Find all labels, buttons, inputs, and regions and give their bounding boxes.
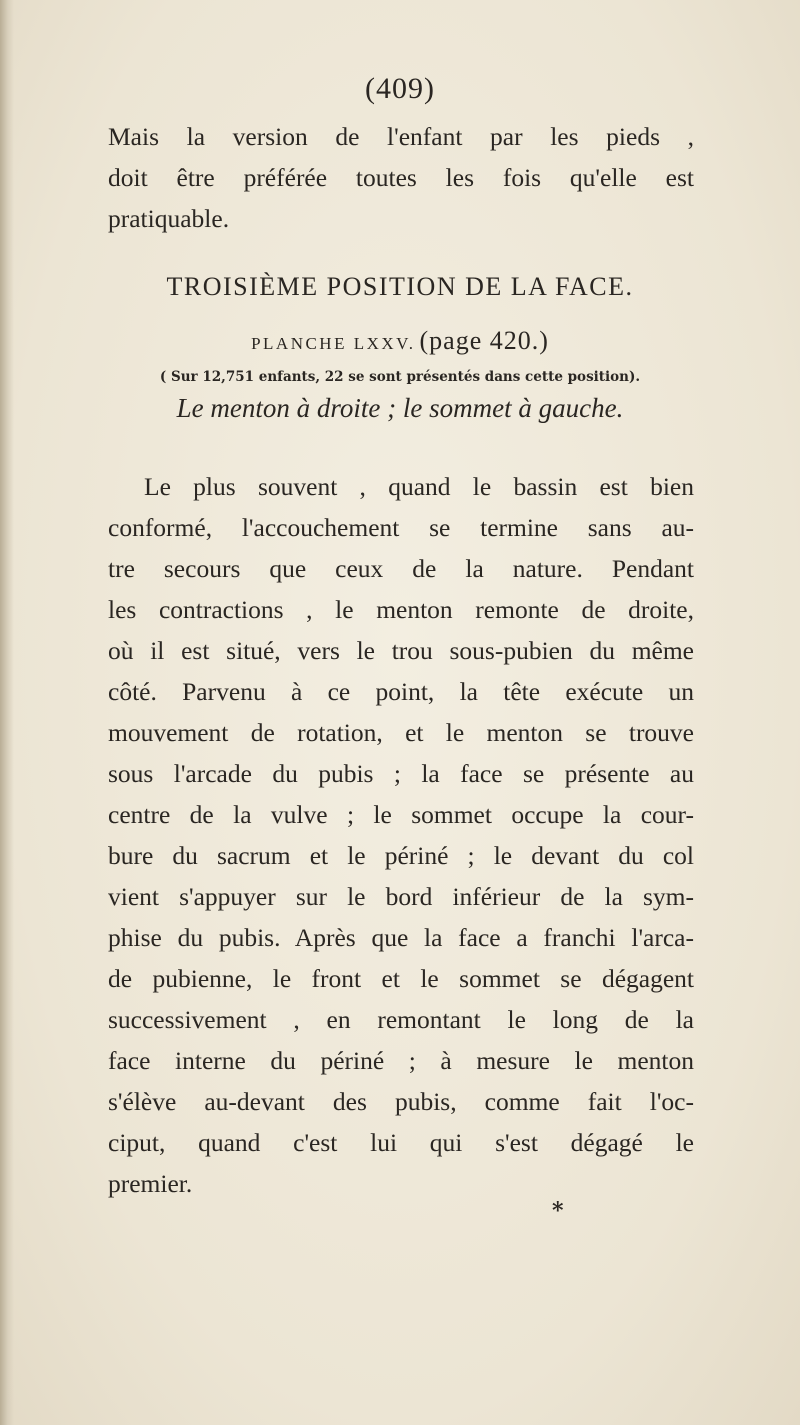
- main-paragraph: [108, 466, 694, 1204]
- text-line: centre de la vulve ; le sommet occupe la cour-: [108, 800, 694, 829]
- text-line: tre secours que ceux de la nature. Pendant: [108, 554, 694, 583]
- signature-mark: *: [552, 1198, 564, 1224]
- plate-page-ref: (page 420.): [419, 326, 549, 355]
- statistics-note: ( Sur 12,751 enfants, 22 se sont présentés dans cette position).: [159, 369, 641, 385]
- text-line: de pubienne, le front et le sommet se dégagent: [108, 964, 694, 993]
- text-line: où il est situé, vers le trou sous-pubien du même: [108, 636, 694, 665]
- page-spine-shadow: [0, 0, 14, 1425]
- text-line: conformé, l'accouchement se termine sans au-: [108, 513, 694, 542]
- text-line: bure du sacrum et le périné ; le devant du col: [108, 841, 694, 870]
- section-heading: TROISIÈME POSITION DE LA FACE.: [166, 272, 634, 301]
- intro-paragraph: [108, 116, 694, 239]
- text-line: ciput, quand c'est lui qui s'est dégagé le: [108, 1128, 694, 1157]
- text-line: face interne du périné ; à mesure le menton: [108, 1046, 694, 1075]
- text-line: pratiquable.: [108, 204, 230, 233]
- text-line: phise du pubis. Après que la face a franchi l'arca-: [108, 923, 694, 952]
- text-line: vient s'appuyer sur le bord inférieur de la sym-: [108, 882, 694, 911]
- text-line: côté. Parvenu à ce point, la tête exécute un: [108, 677, 694, 706]
- plate-reference: [0, 326, 800, 356]
- page-number: (409): [365, 72, 435, 105]
- text-line: Mais la version de l'enfant par les pieds ,: [108, 122, 694, 151]
- text-line: les contractions , le menton remonte de droite,: [108, 595, 694, 624]
- text-line: s'élève au-devant des pubis, comme fait l'oc-: [108, 1087, 694, 1116]
- text-line: doit être préférée toutes les fois qu'elle est: [108, 163, 694, 192]
- text-line: successivement , en remontant le long de la: [108, 1005, 694, 1034]
- text-line: Le plus souvent , quand le bassin est bien: [144, 472, 694, 501]
- plate-label: PLANCHE LXXV.: [251, 334, 416, 353]
- text-line: mouvement de rotation, et le menton se trouve: [108, 718, 694, 747]
- text-line: premier.: [108, 1169, 193, 1198]
- text-line: sous l'arcade du pubis ; la face se présente au: [108, 759, 694, 788]
- section-subtitle: Le menton à droite ; le sommet à gauche.: [176, 393, 624, 423]
